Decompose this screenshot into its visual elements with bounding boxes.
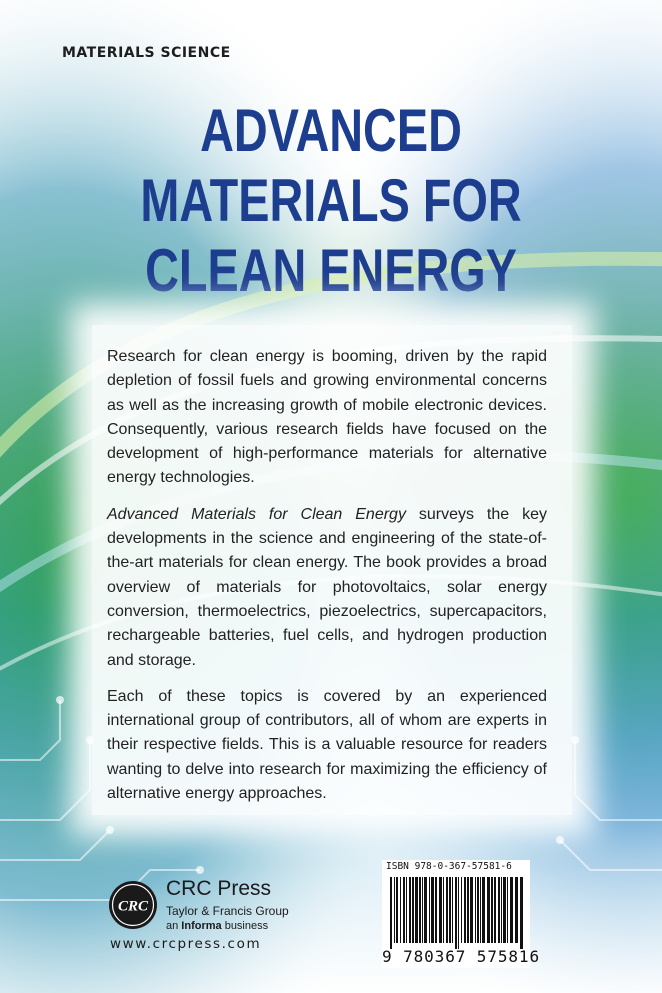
barcode-bar xyxy=(482,877,485,943)
barcode-bar xyxy=(412,877,414,943)
publisher-business: an Informa business xyxy=(166,920,269,932)
barcode-bar xyxy=(458,877,459,949)
title-line-2: MATERIALS FOR xyxy=(140,167,522,234)
barcode-bar xyxy=(480,877,481,943)
blurb-paragraph-2-rest: surveys the key developments in the science and engineering of the state-of-the-art materials for clean energy. The book provides a broad overview of materials for photovoltaics, solar energy conversion, thermoelectrics, piezoelectrics, supercapacitors, rechargeable batteries, fuel cells, and hydrogen production and storage. xyxy=(107,505,547,669)
barcode-bar xyxy=(501,877,502,943)
barcode-bar xyxy=(477,877,479,943)
barcode-bar xyxy=(503,877,506,943)
barcode-bar xyxy=(510,877,513,943)
informa-word: Informa xyxy=(181,920,222,932)
publisher-group: Taylor & Francis Group xyxy=(166,904,289,918)
barcode-bar xyxy=(491,877,493,943)
barcode-bar xyxy=(403,877,405,943)
barcode-bar xyxy=(507,877,508,943)
barcode-bar xyxy=(467,877,469,943)
publisher-url[interactable]: www.crcpress.com xyxy=(110,936,262,952)
barcode-bar xyxy=(494,877,496,943)
publisher-name: CRC Press xyxy=(166,877,272,900)
barcode-bar xyxy=(415,877,418,943)
isbn-label: ISBN 978-0-367-57581-6 xyxy=(386,861,512,872)
blurb-paragraph-1: Research for clean energy is booming, driven by the rapid depletion of fossil fuels and growing environmental concerns as well as the increasing growth of mobile electronic devices. Consequently, various research fields have focused on the development of high-performance materials for alternative energy technologies. xyxy=(107,348,547,487)
blurb-book-title: Advanced Materials for Clean Energy xyxy=(107,505,406,523)
barcode-bar xyxy=(498,877,500,943)
barcode-bar xyxy=(464,877,466,943)
barcode-bar xyxy=(431,877,434,943)
barcode-bar xyxy=(406,877,407,943)
barcode-bar xyxy=(443,877,444,943)
barcode-bars xyxy=(390,877,524,949)
title-line-3: CLEAN ENERGY xyxy=(145,237,517,304)
blurb-text xyxy=(107,345,547,806)
title-line-1: ADVANCED xyxy=(200,97,462,164)
barcode-bar xyxy=(470,877,473,943)
barcode-bar xyxy=(435,877,437,943)
barcode-bar xyxy=(446,877,448,943)
barcode-bar xyxy=(396,877,398,943)
barcode-bar xyxy=(461,877,462,943)
svg-text:CRC: CRC xyxy=(117,898,149,915)
barcode-bar xyxy=(390,877,392,949)
barcode-bar xyxy=(455,877,457,949)
barcode-bar xyxy=(419,877,421,943)
blurb-paragraph-2 xyxy=(107,503,547,673)
barcode-digits: 9 780367 575816 xyxy=(382,947,540,966)
barcode-bar xyxy=(452,877,453,943)
barcode-bar xyxy=(439,877,442,943)
barcode-bar xyxy=(520,877,523,949)
barcode-bar xyxy=(449,877,451,943)
barcode-bar xyxy=(422,877,423,943)
barcode-bar xyxy=(400,877,401,943)
barcode-bar xyxy=(429,877,430,943)
barcode-bar xyxy=(475,877,476,943)
barcode-bar xyxy=(487,877,490,943)
barcode-bar xyxy=(515,877,518,943)
crc-press-logo xyxy=(108,880,158,930)
book-title xyxy=(73,96,589,306)
barcode-bar xyxy=(394,877,395,943)
blurb-paragraph-3: Each of these topics is covered by an experienced international group of contributors, all of whom are experts in their respective fields. This is a valuable resource for readers wanting to delve into research for maximizing the efficiency of alternative energy approaches. xyxy=(107,687,547,803)
category-label: MATERIALS SCIENCE xyxy=(62,45,231,61)
barcode-bar xyxy=(424,877,427,943)
barcode-bar xyxy=(409,877,411,943)
barcode xyxy=(382,860,540,968)
